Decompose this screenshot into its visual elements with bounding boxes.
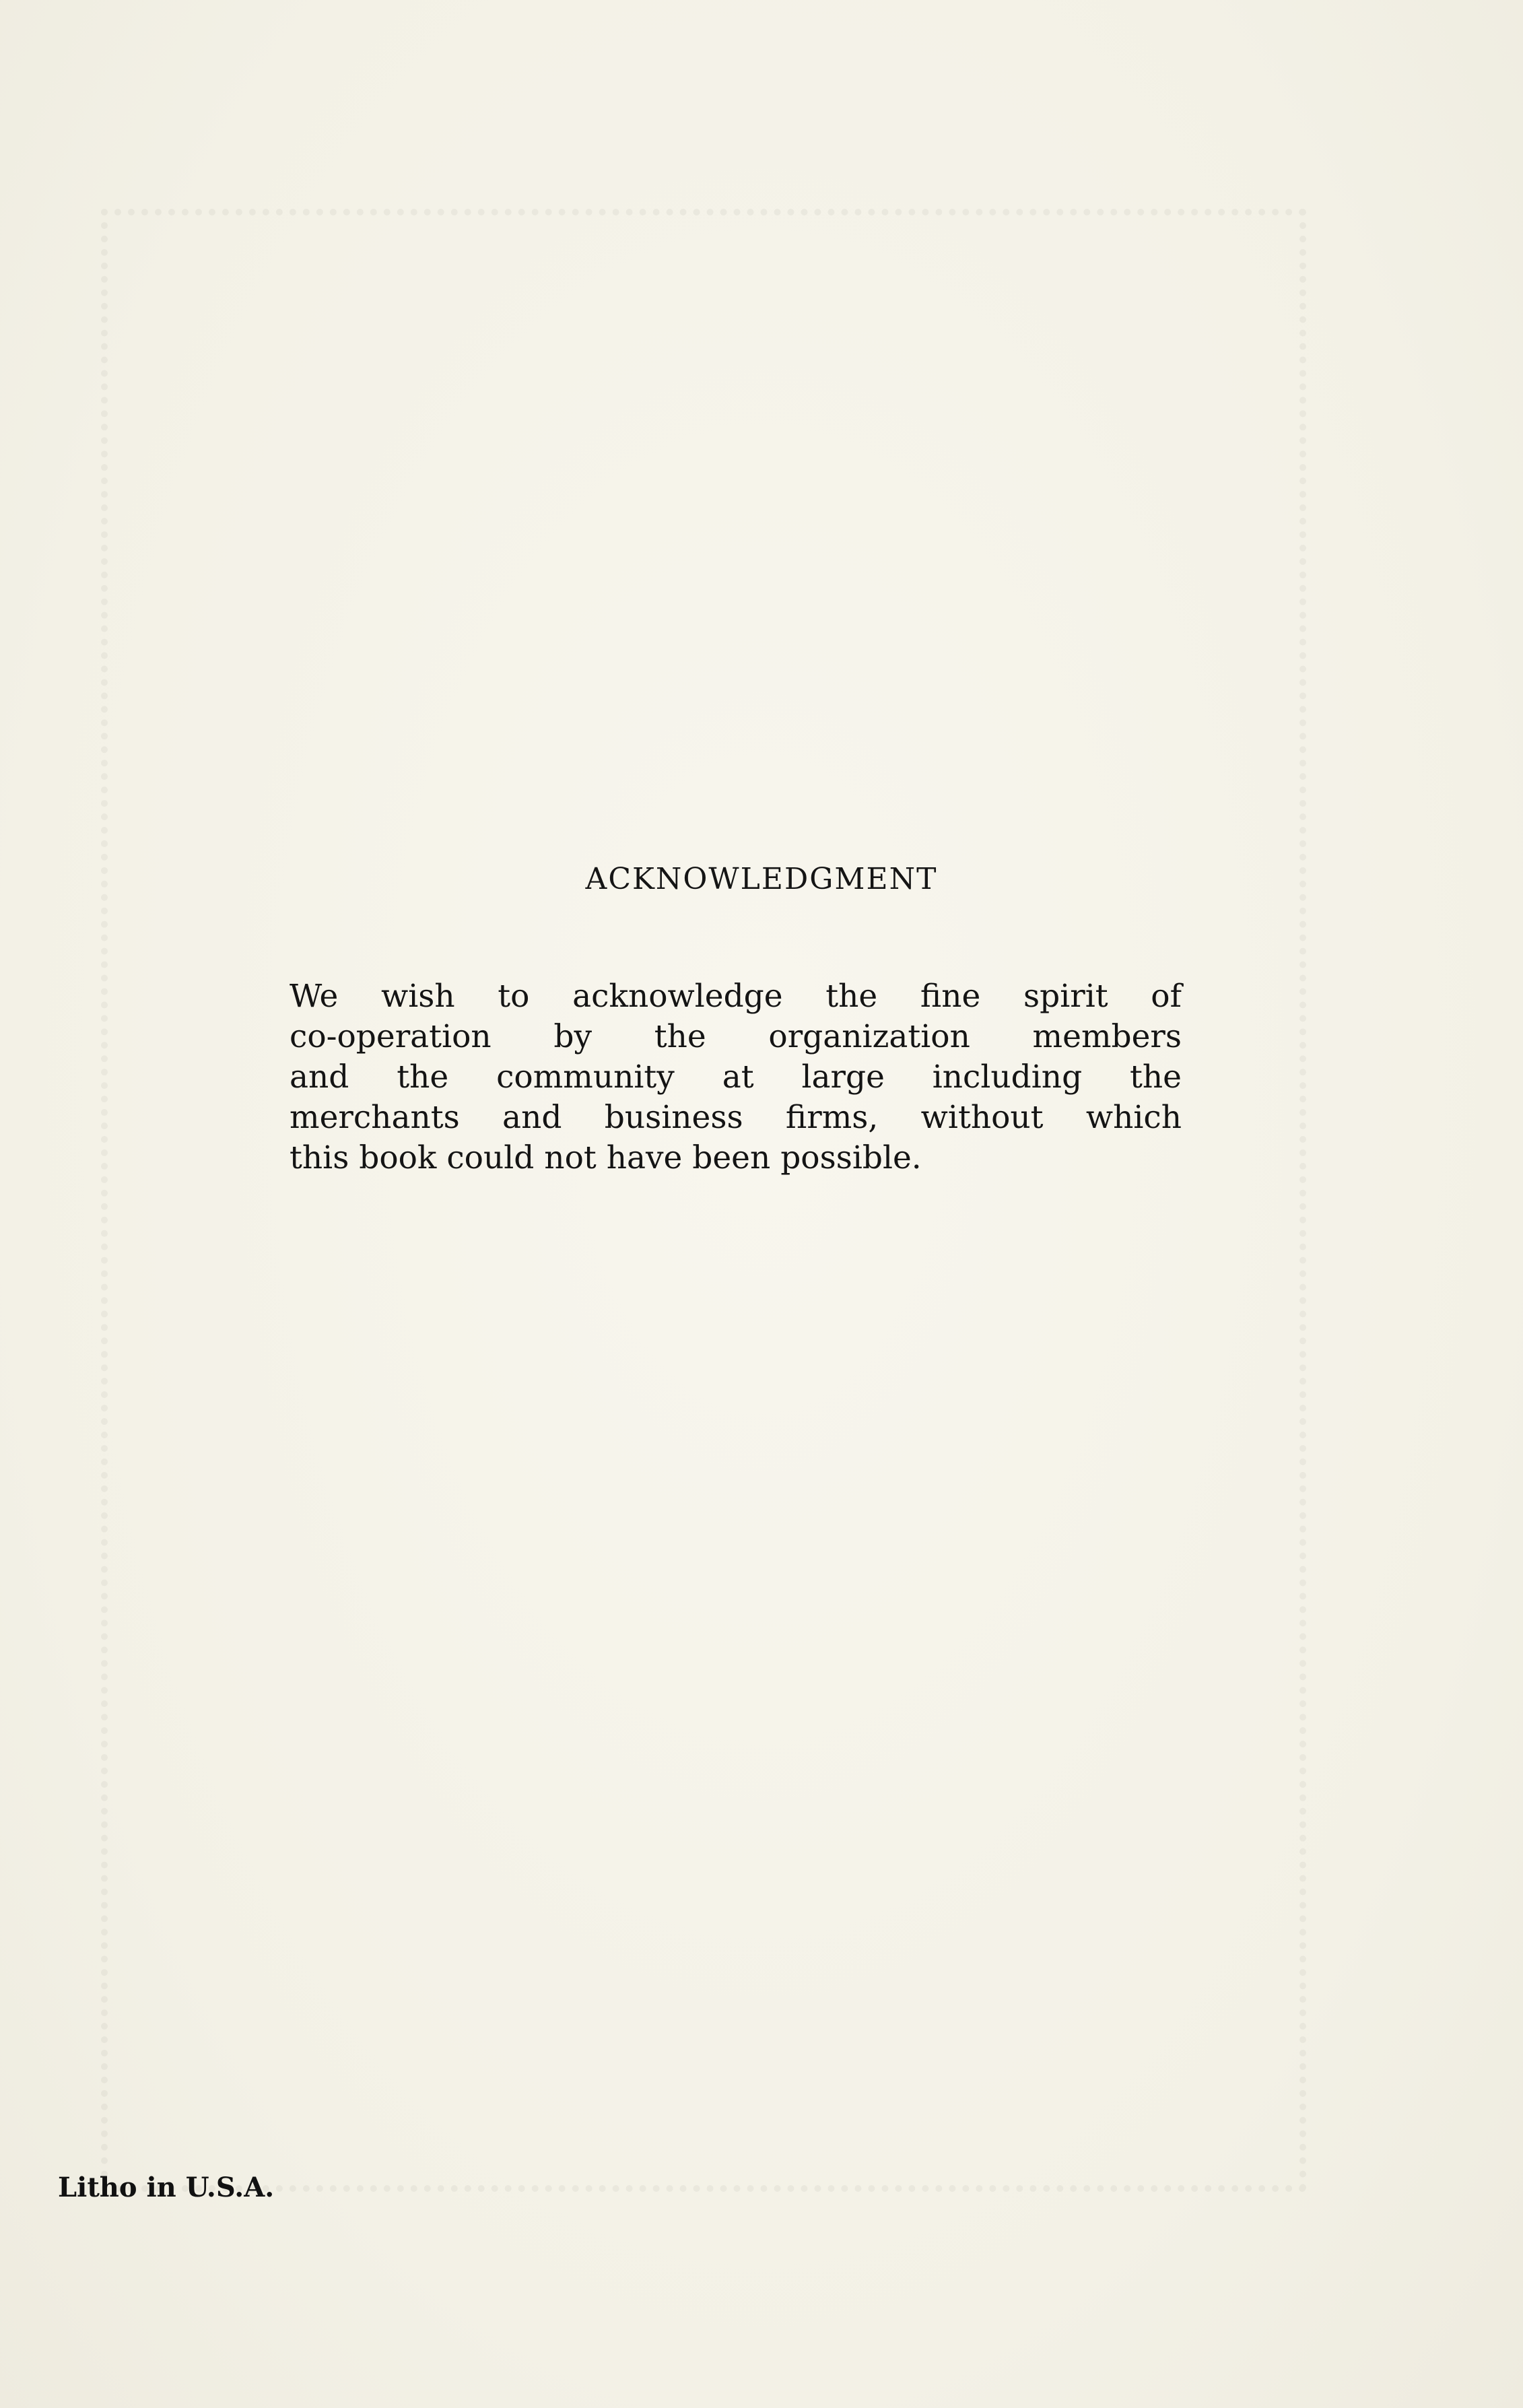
- acknowledgment-paragraph: [290, 976, 1182, 1178]
- printer-imprint: Litho in U.S.A.: [58, 2172, 275, 2203]
- paragraph-line: and the community at large including the: [290, 1059, 1182, 1096]
- paragraph-line: merchants and business firms, without which: [290, 1099, 1182, 1136]
- page-title: ACKNOWLEDGMENT: [585, 862, 938, 896]
- paragraph-line: this book could not have been possible.: [290, 1139, 922, 1176]
- show-through-frame: [101, 209, 1306, 2192]
- paragraph-line: co-operation by the organization members: [290, 1018, 1182, 1055]
- paragraph-line: We wish to acknowledge the fine spirit of: [290, 978, 1182, 1015]
